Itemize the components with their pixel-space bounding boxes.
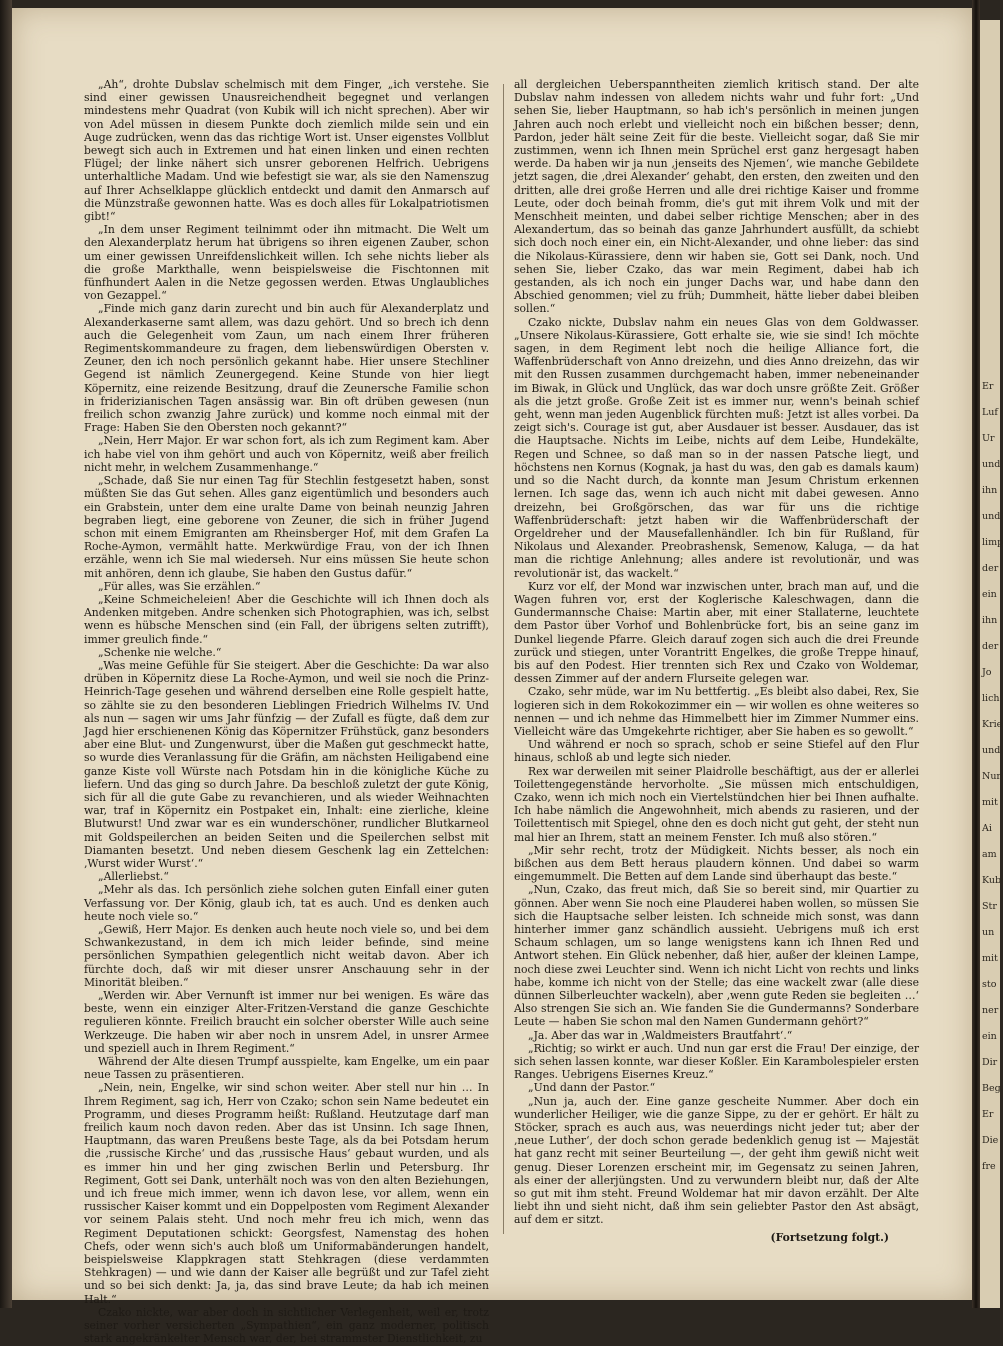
paragraph: „Nun ja, auch der. Eine ganze gescheite Nummer. Aber doch ein wunderlicher Heiliger, wie die ganze Sippe, zu der er gehört. Er hält zu Stöcker, sprach es auch aus, was neuerdings nicht jeder tut; aber der ‚neue Luther‘, der doch schon gerade bedenklich genug ist — Majestät hat ganz recht mit seiner Beurteilung —, der geht ihm gewiß nicht weit genug. Dieser Lorenzen erscheint mir, im Gegensatz zu seinen Jahren, als einer der allerjüngsten. Und zu verwundern bleibt nur, daß der Alte so gut mit ihm steht. Freund Woldemar hat mir davon erzählt. Der Alte liebt ihn und sieht nicht, daß ihm sein geliebter Pastor den Ast absägt, auf dem er sitzt. <box>514 1094 919 1227</box>
right-column <box>514 78 919 1293</box>
paragraph: „Nun, Czako, das freut mich, daß Sie so bereit sind, mir Quartier zu gönnen. Aber wenn Sie noch eine Plauderei haben wollen, so müssen Sie sich die Hauptsache selber leisten. Ich schneide mich sonst, was dann hinterher immer ganz schändlich aussieht. Uebrigens muß ich erst Schaum schlagen, um so lange wenigstens kann ich Ihnen Red und Antwort stehen. Ein Glück nebenher, daß hier, außer der kleinen Lampe, noch diese zwei Leuchter sind. Wenn ich nicht Licht von rechts und links habe, komme ich nicht von der Stelle; das eine wackelt zwar (alle diese dünnen Silberleuchter wackeln), aber ‚wenn gute Reden sie begleiten …‘ Also strengen Sie sich an. Wie fanden Sie die Gundermanns? Sonderbare Leute — haben Sie schon mal den Namen Gundermann gehört?“ <box>514 883 919 1029</box>
paragraph: Czako nickte, war aber doch in sichtlicher Verlegenheit, weil er, trotz seiner vorher versicherten „Sympathien“, ein ganz moderner, politisch stark angekränkelter Mensch war, der, bei strammster Dienstlichkeit, zu <box>84 1305 489 1346</box>
next-page-fragment: Str <box>982 901 997 912</box>
paragraph: Während der Alte diesen Trumpf ausspielte, kam Engelke, um ein paar neue Tassen zu präsentieren. <box>84 1055 489 1082</box>
continuation-note: (Fortsetzung folgt.) <box>770 1230 889 1244</box>
next-page-fragment: und <box>982 745 1001 756</box>
paragraph: all dergleichen Ueberspanntheiten ziemlich kritisch stand. Der alte Dubslav nahm indessen von alledem nichts wahr und fuhr fort: „Und sehen Sie, lieber Hauptmann, so hab ich's persönlich in meinen jungen Jahren auch noch erlebt und vielleicht noch ein bißchen besser; denn, Pardon, jeder hält seine Zeit für die beste. Vielleicht sogar, daß Sie mir zustimmen, wenn ich Ihnen mein Sprüchel erst ganz hergesagt haben werde. Da haben wir ja nun ‚jenseits des Njemen‘, wie manche Gebildete jetzt sagen, die ‚drei Alexander‘ gehabt, den ersten, den zweiten und den dritten, alle drei große Herren und alle drei richtige Kaiser und fromme Leute, oder doch beinah fromm, die's gut mit ihrem Volk und mit der Menschheit meinten, und dabei selber richtige Menschen; aber in des Alexandertum, das so beinah das ganze Jahrhundert ausfüllt, da schiebt sich doch noch einer ein, ein Nicht-Alexander, und ohne lieber: das sind die Nikolaus-Kürassiere, denn wir haben sie, Gott sei Dank, noch. Und sehen Sie, lieber Czako, das war mein Regiment, dabei hab ich gestanden, als ich noch ein junger Dachs war, und habe dann den Abschied genommen; viel zu früh; Dummheit, hätte lieber dabei bleiben sollen.“ <box>514 78 919 316</box>
book-gutter <box>972 0 980 1308</box>
paragraph: „Nein, nein, Engelke, wir sind schon weiter. Aber stell nur hin … In Ihrem Regiment, sag ich, Herr von Czako; schon sein Name bedeutet ein Programm, und dieses Programm heißt: Rußland. Heutzutage darf man freilich kaum noch davon reden. Aber das ist Unsinn. Ich sage Ihnen, Hauptmann, das waren Preußens beste Tage, als da bei Potsdam herum die ‚russische Kirche‘ und das ‚russische Haus‘ gebaut wurden, und als es immer hin und her ging zwischen Berlin und Petersburg. Ihr Regiment, Gott sei Dank, unterhält noch was von den alten Beziehungen, und ich freue mich immer, wenn ich davon lese, vor allem, wenn ein russischer Kaiser kommt und ein Doppelposten vom Regiment Alexander vor seinem Palais steht. Und noch mehr freu ich mich, wenn das Regiment Deputationen schickt: Georgsfest, Namenstag des hohen Chefs, oder wenn sich's auch bloß um Uniformabänderungen handelt, beispielsweise Klappkragen statt Stehkragen (diese verdammten Stehkragen) — und wie dann der Kaiser alle begrüßt und zur Tafel zieht und so bei sich denkt: Ja, ja, das sind brave Leute; da hab ich meinen Halt.“ <box>84 1081 489 1306</box>
next-page-fragment: ein <box>982 1031 997 1042</box>
next-page-fragment: Kub <box>982 875 1002 886</box>
next-page-fragment: mit <box>982 797 998 808</box>
paragraph: Kurz vor elf, der Mond war inzwischen unter, brach man auf, und die Wagen fuhren vor, erst der Koglerische Kaleschwagen, dann die Gundermannsche Chaise: Martin aber, mit einer Stallaterne, leuchtete dem Pastor über Vorhof und Bohlenbrücke fort, bis an seine ganz im Dunkel liegende Pfarre. Gleich darauf zogen sich auch die drei Freunde zurück und stiegen, unter Vorantritt Engelkes, die große Treppe hinauf, bis auf den Podest. Hier trennten sich Rex und Czako von Woldemar, dessen Zimmer auf der andern Flurseite gelegen war. <box>514 579 919 686</box>
next-page-fragment: der <box>982 641 999 652</box>
paragraph: „Schenke nie welche.“ <box>98 645 222 659</box>
next-page-fragment: limp <box>982 537 1003 548</box>
paragraph: „Werden wir. Aber Vernunft ist immer nur bei wenigen. Es wäre das beste, wenn ein einziger Alter-Fritzen-Verstand die ganze Geschichte regulieren könnte. Freilich braucht ein solcher oberster Wille auch seine Werkzeuge. Die haben wir aber noch in unsrem Adel, in unsrer Armee und speziell auch in Ihrem Regiment.“ <box>84 989 489 1055</box>
next-page-fragment: Luf <box>982 407 998 418</box>
paragraph: Czako nickte, Dubslav nahm ein neues Glas von dem Goldwasser. „Unsere Nikolaus-Kürassiere, Gott erhalte sie, wie sie sind! Ich möchte sagen, in dem Regiment lebt noch die heilige Alliance fort, die Waffenbrüderschaft von Anno dreizehn, und dies Anno dreizehn, das wir mit den Russen zusammen durchgemacht haben, immer nebeneinander im Biwak, in Glück und Unglück, das war doch unsre größte Zeit. Größer als die jetzt große. Große Zeit ist es immer nur, wenn's beinah schief geht, wenn man jeden Augenblick fürchten muß: Jetzt ist alles vorbei. Da zeigt sich's. Courage ist gut, aber Ausdauer ist besser. Ausdauer, das ist die Hauptsache. Nichts im Leibe, nichts auf dem Leibe, Hundekälte, Regen und Schnee, so daß man so in der nassen Patsche liegt, und höchstens nen Kornus (Kognak, ja hast du was, den gab es damals kaum) und so die Nacht durch, da konnte man Jesum Christum erkennen lernen. Ich sage das, wenn ich auch nicht mit dabei gewesen. Anno dreizehn, bei Großgörschen, das war für uns die richtige Waffenbrüderschaft: jetzt haben wir die Waffenbrüderschaft der Orgeldreher und der Mausefallenhändler. Ich bin für Rußland, für Nikolaus und Alexander. Preobrashensk, Semenow, Kaluga, — da hat man die richtige Anlehnung; alles andere ist revolutionär, und was revolutionär ist, das wackelt.“ <box>514 315 919 580</box>
next-page-fragment: Dir <box>982 1057 998 1068</box>
next-page-edge <box>980 20 1003 1308</box>
next-page-fragment: lich <box>982 693 1000 704</box>
paragraph: „Ah“, drohte Dubslav schelmisch mit dem Finger, „ich verstehe. Sie sind einer gewissen Unausreichendheit begegnet und verlangen mindestens mehr Quadrat (von Kubik will ich nicht sprechen). Aber wir von Adel müssen in diesem Punkte doch ziemlich milde sein und ein Auge zudrücken, wenn das das richtige Wort ist. Unser eigenstes Vollblut bewegt sich auch in Extremen und hat einen linken und einen rechten Flügel; der linke nähert sich unsrer geborenen Helfrich. Uebrigens unterhaltliche Madam. Und wie befestigt sie war, als sie den Namenszug auf Ihrer Achselklappe glücklich entdeckt und damit den Anmarsch auf die Münzstraße gewonnen hatte. Was es doch alles für Lokalpatriotismen gibt!“ <box>84 78 489 224</box>
paragraph: Czako, sehr müde, war im Nu bettfertig. „Es bleibt also dabei, Rex, Sie logieren sich in dem Rokokozimmer ein — wir wollen es ohne weiteres so nennen — und ich nehme das Himmelbett hier im Zimmer Nummer eins. Vielleicht wäre das Umgekehrte richtiger, aber Sie haben es so gewollt.“ <box>514 685 919 738</box>
paragraph: „Was meine Gefühle für Sie steigert. Aber die Geschichte: Da war also drüben in Köpernitz diese La Roche-Aymon, und weil sie noch die Prinz-Heinrich-Tage gesehen und während derselben eine Rolle gespielt hatte, so zählte sie zu den besonderen Lieblingen Friedrich Wilhelms IV. Und als nun — sagen wir ums Jahr fünfzig — der Zufall es fügte, daß dem zur Jagd hier erschienenen König das Köpernitzer Frühstück, ganz besonders aber eine Blut- und Zungenwurst, über die Maßen gut geschmeckt hatte, so wurde dies Veranlassung für die Gräfin, am nächsten Heiligabend eine ganze Kiste voll Würste nach Potsdam hin in die königliche Küche zu liefern. Und das ging so durch Jahre. Da beschloß zuletzt der gute König, sich für all die gute Gabe zu revanchieren, und als wieder Weihnachten war, traf in Köpernitz ein Postpaket ein, Inhalt: eine zierliche, kleine Blutwurst! Und zwar war es ein wunderschöner, rundlicher Blutkarneol mit Goldspeilerchen an beiden Seiten und die Speilerchen selbst mit Diamanten besetzt. Und neben diesem Geschenk lag ein Zettelchen: ‚Wurst wider Wurst‘.“ <box>84 658 489 870</box>
next-page-fragment: ihn <box>982 615 998 626</box>
next-page-fragment: un <box>982 927 995 938</box>
next-page-fragment: Ur <box>982 433 995 444</box>
next-page-fragment: der <box>982 563 999 574</box>
next-page-fragment: ner <box>982 1005 999 1016</box>
paragraph: „Ja. Aber das war in ‚Waldmeisters Brautfahrt‘.“ <box>528 1028 793 1042</box>
next-page-fragment: Nur <box>982 771 1001 782</box>
paragraph: „In dem unser Regiment teilnimmt oder ihn mitmacht. Die Welt um den Alexanderplatz herum hat übrigens so ihren eigenen Zauber, schon um einer gewissen Unreifdenslichkeit willen. Ich sehe nichts lieber als die große Markthalle, wenn beispielsweise die Fischtonnen mit fünfhundert Aalen in die Netze gegossen werden. Etwas Unglaubliches von Gezappel.“ <box>84 223 489 303</box>
paragraph: „Richtig; so wirkt er auch. Und nun gar erst die Frau! Der einzige, der sich sehen lassen konnte, war dieser Koßler. Ein Karambolespieler ersten Ranges. Uebrigens Eisernes Kreuz.“ <box>514 1041 919 1082</box>
next-page-fragment: Ai <box>982 823 992 834</box>
next-page-fragment: ein <box>982 589 997 600</box>
paragraph: „Mehr als das. Ich persönlich ziehe solchen guten Einfall einer guten Verfassung vor. Der König, glaub ich, tat es auch. Und es denken auch heute noch viele so.“ <box>84 883 489 923</box>
paragraph: „Nein, Herr Major. Er war schon fort, als ich zum Regiment kam. Aber ich habe viel von ihm gehört und auch von Köpernitz, weiß aber freilich nicht mehr, in welchem Zusammenhange.“ <box>84 434 489 474</box>
paragraph: „Und dann der Pastor.“ <box>528 1081 656 1095</box>
paragraph: „Keine Schmeicheleien! Aber die Geschichte will ich Ihnen doch als Andenken mitgeben. Andre schenken sich Photographien, was ich, selbst wenn es hübsche Menschen sind (ein Fall, der übrigens selten zutrifft), immer greulich finde.“ <box>84 592 489 646</box>
next-page-fragment: und <box>982 511 1001 522</box>
next-page-fragment: sto <box>982 979 997 990</box>
paragraph: „Gewiß, Herr Major. Es denken auch heute noch viele so, und bei dem Schwankezustand, in dem ich mich leider befinde, sind meine persönlichen Sympathien gelegentlich nicht weitab davon. Aber ich fürchte doch, daß wir mit dieser unsrer Anschauung sehr in der Minorität bleiben.“ <box>84 923 489 989</box>
column-divider <box>503 84 504 1234</box>
paragraph: „Mir sehr recht, trotz der Müdigkeit. Nichts besser, als noch ein bißchen aus dem Bett heraus plaudern können. Und dabei so warm eingemummelt. Die Betten auf dem Lande sind überhaupt das beste.“ <box>514 843 919 884</box>
paragraph: „Für alles, was Sie erzählen.“ <box>98 579 261 593</box>
next-page-fragment: Beg <box>982 1083 1001 1094</box>
next-page-fragment: Krie <box>982 719 1003 730</box>
paragraph: „Schade, daß Sie nur einen Tag für Stechlin festgesetzt haben, sonst müßten Sie das Gut sehen. Alles ganz eigentümlich und besonders auch ein Grabstein, unter dem eine uralte Dame von beinah neunzig Jahren begraben liegt, eine geborene von Zeuner, die sich in früher Jugend schon mit einem Emigranten am Rheinsberger Hof, mit dem Grafen La Roche-Aymon, vermählt hatte. Merkwürdige Frau, von der ich Ihnen erzähle, wenn ich Sie mal wiederseh. Nur eins müssen Sie heute schon mit anhören, denn ich glaube, Sie haben den Gustus dafür.“ <box>84 474 489 580</box>
paragraph: Und während er noch so sprach, schob er seine Stiefel auf den Flur hinaus, schloß ab und legte sich nieder. <box>514 738 919 765</box>
next-page-fragment: Die <box>982 1135 999 1146</box>
next-page-fragment: am <box>982 849 997 860</box>
next-page-fragment: Jo <box>982 667 992 678</box>
scan-edge <box>0 0 12 1308</box>
paragraph: Rex war derweilen mit seiner Plaidrolle beschäftigt, aus der er allerlei Toilettengegenstände hervorholte. „Sie müssen mich entschuldigen, Czako, wenn ich mich noch ein Viertelstündchen hier bei Ihnen aufhalte. Ich habe nämlich die Angewohnheit, mich abends zu rasieren, und der Toilettentisch mit Spiegel, ohne den es doch nicht gut geht, der steht nun mal hier an Ihrem, statt an meinem Fenster. Ich muß also stören.“ <box>514 764 919 844</box>
next-page-fragment: Er <box>982 381 994 392</box>
paragraph: „Finde mich ganz darin zurecht und bin auch für Alexanderplatz und Alexanderkaserne samt allem, was dazu gehört. Und so brech ich denn auch die Gelegenheit vom Zaun, um nach einem Ihrer früheren Regimentskommandeure zu fragen, dem liebenswürdigen Obersten v. Zeuner, den ich noch persönlich gekannt habe. Hier unsere Stechliner Gegend ist nämlich Zeunergegend. Keine Stunde von hier liegt Köpernitz, eine reizende Besitzung, drauf die Zeunersche Familie schon in friderizianischen Tagen ansässig war. Bin oft drüben gewesen (nun freilich schon zwanzig Jahre zurück) und komme noch einmal mit der Frage: Haben Sie den Obersten noch gekannt?“ <box>84 302 489 435</box>
left-column <box>84 78 489 1346</box>
next-page-fragment: und <box>982 459 1001 470</box>
next-page-fragment: Er <box>982 1109 994 1120</box>
next-page-fragment: mit <box>982 953 998 964</box>
next-page-fragment: fre <box>982 1161 996 1172</box>
paragraph: „Allerliebst.“ <box>98 870 169 884</box>
next-page-fragment: ihn <box>982 485 998 496</box>
